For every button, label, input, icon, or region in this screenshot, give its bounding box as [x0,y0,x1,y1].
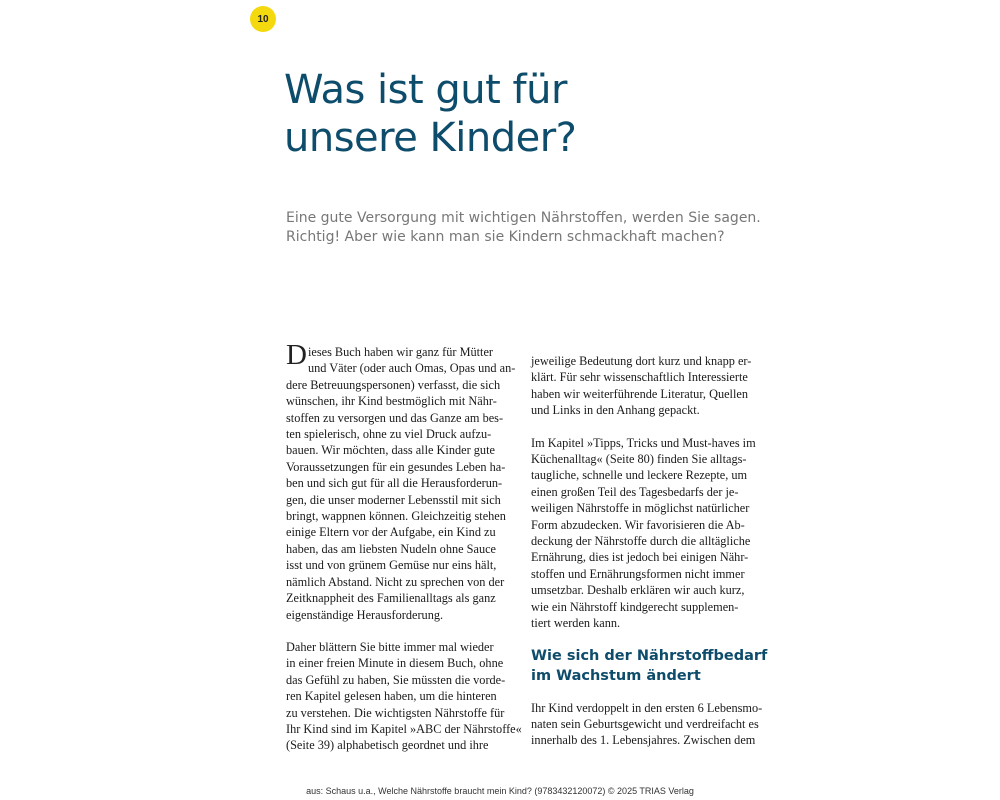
text-line: taugliche, schnelle und leckere Rezepte, um [531,468,748,483]
page-title [284,66,576,162]
text-line: haben, das am liebsten Nudeln ohne Sauce [286,541,497,556]
text-line: tiert werden kann. [531,616,621,631]
text-line: innerhalb des 1. Lebensjahres. Zwischen dem [531,733,756,748]
text-line: nämlich Abstand. Nicht zu sprechen von der [286,574,505,589]
text-line: ten spielerisch, ohne zu viel Druck aufzu- [286,427,492,442]
text-line: Ernährung, dies ist jedoch bei einigen Nähr- [531,550,749,565]
text-line: und Väter (oder auch Omas, Opas und an- [307,361,516,376]
text-line: umsetzbar. Deshalb erklären wir auch kurz, [531,583,745,598]
text-line: Küchenalltag« (Seite 80) finden Sie alltags- [531,452,747,467]
text-line: naten sein Geburtsgewicht und verdreifacht es [531,716,759,731]
text-line: (Seite 39) alphabetisch geordnet und ihre [286,738,489,753]
text-line: dere Betreuungspersonen) verfasst, die sich [286,377,501,392]
text-line: Im Kapitel »Tipps, Tricks und Must-haves im [531,435,756,450]
text-line: klärt. Für sehr wissenschaftlich Interessierte [531,370,748,385]
text-line: deckung der Nährstoffe durch die alltägliche [531,534,751,549]
text-line: zu verstehen. Die wichtigsten Nährstoffe für [286,705,505,720]
text-line: stoffen und Ernährungsformen nicht immer [531,566,745,581]
intro-text [286,209,766,247]
text-line: Ihr Kind sind im Kapitel »ABC der Nährstoffe« [286,721,522,736]
paragraph-right-3 [531,700,763,749]
text-line: isst und von grünem Gemüse nur eins hält, [286,558,497,573]
text-line: einen großen Teil des Tagesbedarfs der je- [531,484,739,499]
heading-line: Wie sich der Nährstoffbedarf [531,647,768,664]
text-line: und Links in den Anhang gepackt. [531,403,700,418]
text-line: Zeitknappheit des Familienalltags als ganz [286,591,496,606]
text-line: gen, die unser moderner Lebensstil mit sich [286,492,501,507]
text-line: ieses Buch haben wir ganz für Mütter [307,345,494,359]
text-line: wie ein Nährstoff kindgerecht supplemen- [531,599,739,614]
title-line: unsere Kinder? [284,115,577,161]
paragraph-right-1 [531,353,759,419]
text-line: eigenständige Herausforderung. [286,607,444,622]
text-line: das Gefühl zu haben, Sie müssten die vorde- [286,672,506,687]
text-line: Voraussetzungen für ein gesundes Leben ha- [286,459,506,474]
title-line: Was ist gut für [284,67,567,113]
text-line: ben und sich gut für all die Herausforderun- [286,476,503,491]
text-line: wünschen, ihr Kind bestmöglich mit Nähr- [286,394,497,409]
intro-line: Eine gute Versorgung mit wichtigen Nährstoffen, werden Sie sagen. [286,210,761,226]
right-column [531,353,768,749]
text-line: Form abzudecken. Wir favorisieren die Ab- [531,517,745,532]
paragraph-right-2 [531,435,759,632]
text-line: in einer freien Minute in diesem Buch, ohne [286,656,504,671]
page-number-badge: 10 [250,6,276,32]
text-line: bringt, wappnen können. Gleichzeitig stehen [286,509,506,524]
text-line: ren Kapitel gelesen haben, um die hinteren [286,689,497,704]
paragraph-left-2 [286,639,522,754]
dropcap: D [286,339,307,371]
text-line: weiligen Nährstoffe in möglichst natürlicher [531,501,750,516]
text-line: haben wir weiterführende Literatur, Quellen [531,386,748,401]
intro-line: Richtig! Aber wie kann man sie Kindern schmackhaft machen? [286,229,725,245]
heading-line: im Wachstum ändert [531,667,701,684]
text-line: bauen. Wir möchten, dass alle Kinder gute [286,443,495,458]
left-column [286,339,522,754]
section-heading [531,646,768,686]
text-line: Ihr Kind verdoppelt in den ersten 6 Lebensmo- [531,700,763,715]
page-footer: aus: Schaus u.a., Welche Nährstoffe braucht mein Kind? (9783432120072) © 2025 TRIAS Verlag [306,786,694,796]
text-line: Daher blättern Sie bitte immer mal wieder [286,639,494,654]
text-line: jeweilige Bedeutung dort kurz und knapp er- [531,354,752,368]
text-line: stoffen zu versorgen und das Ganze am bes- [286,410,504,425]
text-line: einige Eltern vor der Aufgabe, ein Kind zu [286,525,496,540]
paragraph-left-1 [286,339,516,623]
